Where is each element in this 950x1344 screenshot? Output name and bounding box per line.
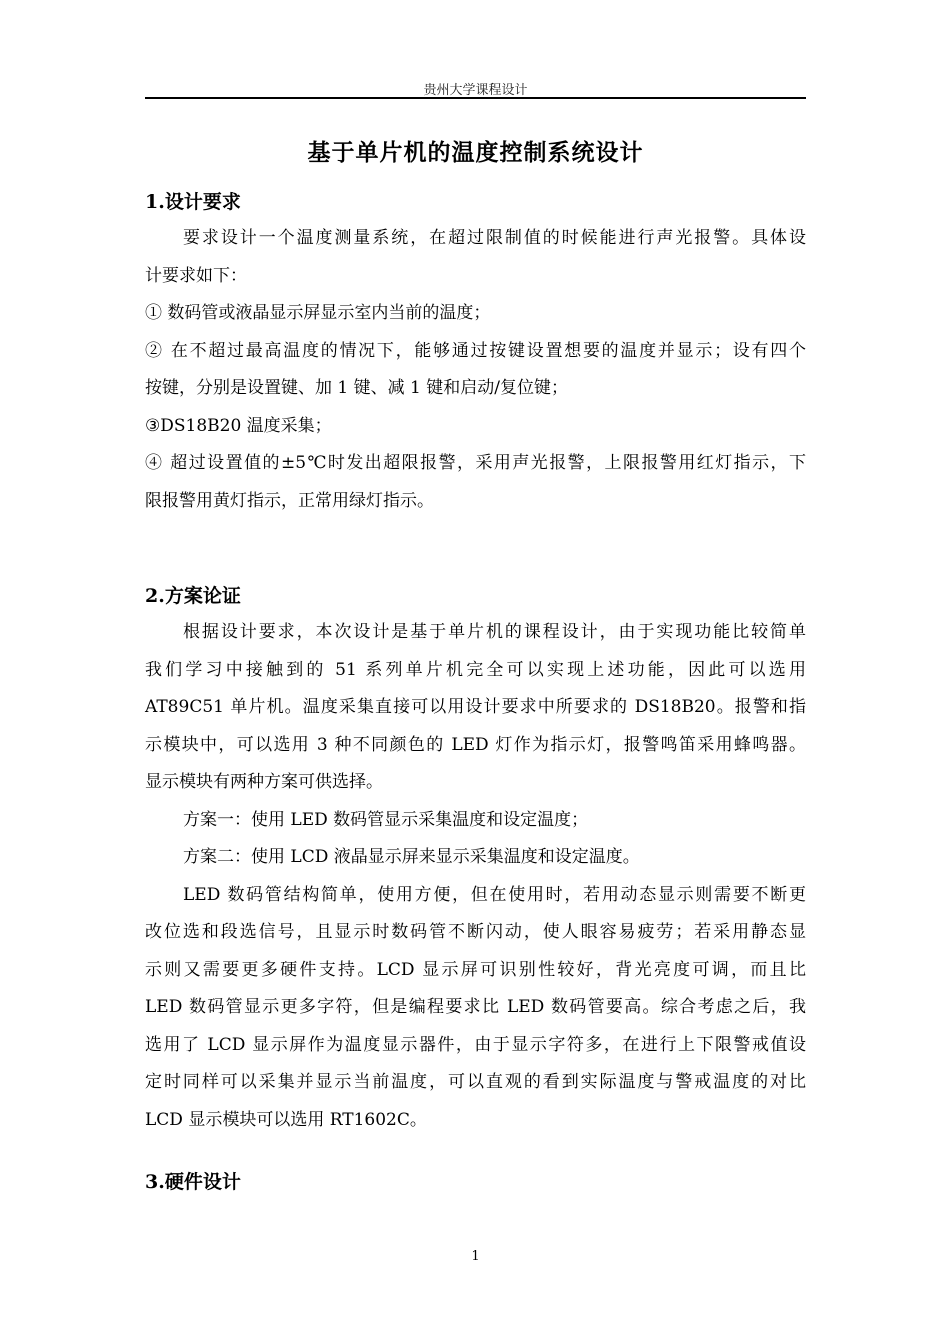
document-title: 基于单片机的温度控制系统设计 bbox=[307, 139, 644, 166]
text-line: LED 数码管显示更多字符，但是编程要求比 LED 数码管要高。综合考虑之后，我 bbox=[145, 997, 806, 1017]
list-item: ② 在不超过最高温度的情况下，能够通过按键设置想要的温度并显示；设有四个 bbox=[145, 340, 806, 361]
list-item: ③DS18B20 温度采集； bbox=[145, 415, 332, 436]
text-line: 限报警用黄灯指示，正常用绿灯指示。 bbox=[145, 490, 434, 511]
header-rule bbox=[145, 97, 806, 99]
section-body-1 bbox=[145, 220, 806, 520]
text-line: 要求设计一个温度测量系统，在超过限制值的时候能进行声光报警。具体设 bbox=[183, 228, 806, 248]
section-heading-2: 2.方案论证 bbox=[145, 585, 241, 607]
text-line: AT89C51 单片机。温度采集直接可以用设计要求中所要求的 DS18B20。报警和指 bbox=[145, 697, 806, 717]
text-line: 定时同样可以采集并显示当前温度，可以直观的看到实际温度与警戒温度的对比 bbox=[145, 1072, 806, 1092]
section-heading-3: 3.硬件设计 bbox=[145, 1171, 241, 1193]
text-line: 改位选和段选信号，且显示时数码管不断闪动，使人眼容易疲劳；若采用静态显 bbox=[145, 922, 806, 942]
text-line: 按键，分别是设置键、加 1 键、减 1 键和启动/复位键； bbox=[145, 378, 568, 398]
text-line: 我们学习中接触到的 51 系列单片机完全可以实现上述功能，因此可以选用 bbox=[145, 659, 806, 680]
list-item: ① 数码管或液晶显示屏显示室内当前的温度； bbox=[145, 303, 491, 323]
option-line: 方案一：使用 LED 数码管显示采集温度和设定温度； bbox=[183, 809, 589, 830]
text-line: 根据设计要求，本次设计是基于单片机的课程设计，由于实现功能比较简单 bbox=[183, 622, 806, 642]
section-body-2 bbox=[145, 614, 806, 1139]
text-line: 示模块中，可以选用 3 种不同颜色的 LED 灯作为指示灯，报警鸣笛采用蜂鸣器。 bbox=[145, 734, 806, 755]
text-line: 显示模块有两种方案可供选择。 bbox=[145, 772, 383, 792]
text-line: 示则又需要更多硬件支持。LCD 显示屏可识别性较好，背光亮度可调，而且比 bbox=[145, 959, 806, 980]
page-header: 贵州大学课程设计 bbox=[423, 83, 528, 98]
text-line: 计要求如下： bbox=[145, 265, 247, 286]
text-line: 选用了 LCD 显示屏作为温度显示器件，由于显示字符多，在进行上下限警戒值设 bbox=[145, 1034, 806, 1055]
section-heading-1: 1.设计要求 bbox=[145, 191, 241, 213]
text-line: LED 数码管结构简单，使用方便，但在使用时，若用动态显示则需要不断更 bbox=[183, 884, 806, 905]
option-line: 方案二：使用 LCD 液晶显示屏来显示采集温度和设定温度。 bbox=[183, 847, 640, 867]
list-item: ④ 超过设置值的±5℃时发出超限报警，采用声光报警，上限报警用红灯指示，下 bbox=[145, 453, 806, 473]
text-line: LCD 显示模块可以选用 RT1602C。 bbox=[145, 1109, 427, 1130]
page-number: 1 bbox=[471, 1249, 480, 1264]
